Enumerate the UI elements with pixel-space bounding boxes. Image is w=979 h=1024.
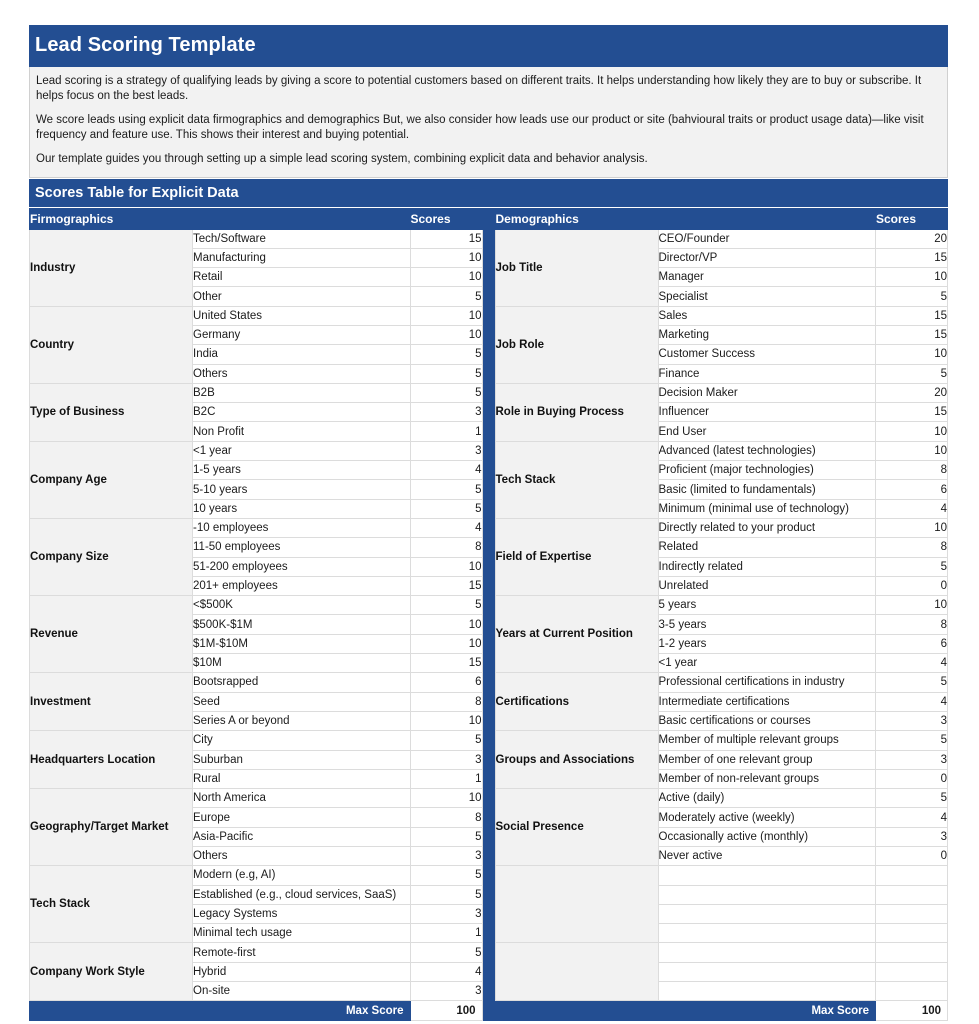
table-row <box>30 383 483 402</box>
row-category-label: Field of Expertise <box>495 518 658 595</box>
table-row <box>495 229 948 248</box>
column-header-scores: Scores <box>410 208 482 229</box>
row-score-value <box>876 924 948 943</box>
row-option-label: Active (daily) <box>658 789 876 808</box>
row-option-label: Never active <box>658 847 876 866</box>
row-option-label: Basic certifications or courses <box>658 711 876 730</box>
row-category-label: Tech Stack <box>495 441 658 518</box>
row-option-label: Bootsrapped <box>193 673 411 692</box>
firmographics-table-head <box>30 208 483 229</box>
row-option-label: Tech/Software <box>193 229 411 248</box>
row-category-label: Groups and Associations <box>495 731 658 789</box>
row-category-label: Job Title <box>495 229 658 306</box>
row-option-label: -10 employees <box>193 518 411 537</box>
row-category-label: Certifications <box>495 673 658 731</box>
table-row <box>495 518 948 537</box>
row-option-label <box>658 943 876 962</box>
table-row <box>495 866 948 885</box>
max-score-label: Max Score <box>495 1001 876 1021</box>
row-option-label: Legacy Systems <box>193 904 411 923</box>
row-option-label: Advanced (latest technologies) <box>658 441 876 460</box>
row-option-label: Finance <box>658 364 876 383</box>
row-score-value: 3 <box>410 750 482 769</box>
row-option-label: Director/VP <box>658 248 876 267</box>
row-option-label: Decision Maker <box>658 383 876 402</box>
row-option-label: Non Profit <box>193 422 411 441</box>
row-score-value: 3 <box>876 827 948 846</box>
row-option-label <box>658 904 876 923</box>
row-score-value: 4 <box>876 499 948 518</box>
row-score-value: 0 <box>876 576 948 595</box>
max-score-value: 100 <box>876 1001 948 1021</box>
row-score-value: 10 <box>410 306 482 325</box>
row-option-label: Proficient (major technologies) <box>658 461 876 480</box>
row-category-label: Investment <box>30 673 193 731</box>
row-score-value: 8 <box>410 808 482 827</box>
row-score-value: 8 <box>410 692 482 711</box>
row-category-label <box>495 866 658 943</box>
row-score-value: 10 <box>410 248 482 267</box>
row-score-value: 5 <box>410 866 482 885</box>
row-score-value: 4 <box>876 692 948 711</box>
firmographics-table-wrapper <box>29 208 483 1022</box>
row-option-label: Asia-Pacific <box>193 827 411 846</box>
row-category-label: Industry <box>30 229 193 306</box>
table-row <box>30 229 483 248</box>
row-score-value <box>876 866 948 885</box>
row-score-value: 5 <box>876 557 948 576</box>
table-header-row <box>30 208 483 229</box>
row-category-label: Geography/Target Market <box>30 789 193 866</box>
row-score-value <box>876 962 948 981</box>
row-option-label <box>658 885 876 904</box>
row-option-label: 5-10 years <box>193 480 411 499</box>
row-score-value: 3 <box>410 982 482 1001</box>
row-option-label <box>658 924 876 943</box>
row-category-label: Social Presence <box>495 789 658 866</box>
row-option-label <box>658 962 876 981</box>
table-row <box>30 673 483 692</box>
row-score-value: 10 <box>410 557 482 576</box>
row-option-label: 51-200 employees <box>193 557 411 576</box>
row-option-label: Influencer <box>658 403 876 422</box>
demographics-table <box>495 208 949 1022</box>
table-row <box>495 789 948 808</box>
row-score-value: 15 <box>876 248 948 267</box>
table-row <box>495 441 948 460</box>
row-score-value: 10 <box>410 789 482 808</box>
row-option-label: CEO/Founder <box>658 229 876 248</box>
table-row <box>30 518 483 537</box>
max-score-row <box>30 1001 483 1021</box>
row-score-value: 8 <box>876 461 948 480</box>
row-score-value: 3 <box>410 904 482 923</box>
row-score-value: 0 <box>876 769 948 788</box>
row-score-value: 3 <box>876 711 948 730</box>
row-category-label: Company Age <box>30 441 193 518</box>
row-option-label: Minimal tech usage <box>193 924 411 943</box>
row-score-value: 5 <box>410 499 482 518</box>
row-option-label <box>658 982 876 1001</box>
row-option-label: 11-50 employees <box>193 538 411 557</box>
row-score-value: 4 <box>876 808 948 827</box>
row-score-value: 5 <box>876 673 948 692</box>
row-option-label: Member of one relevant group <box>658 750 876 769</box>
row-option-label: Germany <box>193 325 411 344</box>
table-row <box>30 943 483 962</box>
row-score-value: 15 <box>876 325 948 344</box>
table-row <box>495 673 948 692</box>
row-score-value <box>876 904 948 923</box>
row-score-value <box>876 982 948 1001</box>
row-option-label: On-site <box>193 982 411 1001</box>
row-option-label: Related <box>658 538 876 557</box>
row-option-label: North America <box>193 789 411 808</box>
row-category-label: Tech Stack <box>30 866 193 943</box>
row-score-value: 8 <box>876 615 948 634</box>
table-row <box>495 731 948 750</box>
row-score-value: 5 <box>876 789 948 808</box>
row-score-value: 5 <box>876 287 948 306</box>
row-score-value: 10 <box>410 268 482 287</box>
table-row <box>30 789 483 808</box>
row-score-value: 5 <box>410 885 482 904</box>
row-option-label: Indirectly related <box>658 557 876 576</box>
row-option-label: <$500K <box>193 596 411 615</box>
row-score-value: 20 <box>876 229 948 248</box>
row-score-value: 5 <box>876 364 948 383</box>
max-score-label: Max Score <box>30 1001 411 1021</box>
row-score-value: 10 <box>876 268 948 287</box>
demographics-table-body <box>495 229 948 1001</box>
row-score-value: 5 <box>410 596 482 615</box>
row-option-label: 3-5 years <box>658 615 876 634</box>
table-row <box>495 596 948 615</box>
row-score-value: 10 <box>876 596 948 615</box>
row-score-value: 3 <box>410 403 482 422</box>
row-score-value: 8 <box>410 538 482 557</box>
row-category-label: Company Work Style <box>30 943 193 1001</box>
row-option-label: 201+ employees <box>193 576 411 595</box>
row-category-label: Type of Business <box>30 383 193 441</box>
row-option-label: Others <box>193 847 411 866</box>
row-option-label: Specialist <box>658 287 876 306</box>
row-score-value: 5 <box>410 287 482 306</box>
row-score-value: 6 <box>876 480 948 499</box>
row-option-label: Member of multiple relevant groups <box>658 731 876 750</box>
row-category-label: Headquarters Location <box>30 731 193 789</box>
row-option-label: Professional certifications in industry <box>658 673 876 692</box>
table-row <box>30 866 483 885</box>
row-option-label: Hybrid <box>193 962 411 981</box>
row-option-label: Member of non-relevant groups <box>658 769 876 788</box>
row-score-value: 6 <box>410 673 482 692</box>
row-score-value <box>876 943 948 962</box>
row-option-label: <1 year <box>193 441 411 460</box>
table-row <box>30 306 483 325</box>
row-score-value: 15 <box>410 229 482 248</box>
row-score-value: 1 <box>410 769 482 788</box>
row-score-value: 6 <box>876 634 948 653</box>
row-option-label <box>658 866 876 885</box>
row-option-label: City <box>193 731 411 750</box>
row-score-value: 10 <box>410 711 482 730</box>
row-option-label: Sales <box>658 306 876 325</box>
row-score-value: 5 <box>410 480 482 499</box>
max-score-value: 100 <box>410 1001 482 1021</box>
row-option-label: $1M-$10M <box>193 634 411 653</box>
row-score-value: 1 <box>410 924 482 943</box>
row-option-label: Rural <box>193 769 411 788</box>
row-score-value: 4 <box>410 461 482 480</box>
row-option-label: Modern (e.g, AI) <box>193 866 411 885</box>
row-score-value: 3 <box>876 750 948 769</box>
row-option-label: Europe <box>193 808 411 827</box>
table-row <box>495 943 948 962</box>
row-option-label: Suburban <box>193 750 411 769</box>
row-score-value: 5 <box>410 345 482 364</box>
row-category-label: Revenue <box>30 596 193 673</box>
table-row <box>30 596 483 615</box>
row-score-value: 5 <box>410 827 482 846</box>
row-score-value: 5 <box>876 731 948 750</box>
row-score-value: 5 <box>410 731 482 750</box>
demographics-table-wrapper <box>495 208 949 1022</box>
row-score-value: 15 <box>876 306 948 325</box>
row-option-label: Moderately active (weekly) <box>658 808 876 827</box>
row-option-label: Other <box>193 287 411 306</box>
row-option-label: Retail <box>193 268 411 287</box>
intro-paragraph-2: We score leads using explicit data firmographics and demographics But, we also consider how leads use our product or site (bahvioural traits or product usage data)—like visit frequency and feature use. This shows their interest and buying potential. <box>36 114 924 141</box>
row-score-value: 4 <box>876 654 948 673</box>
row-option-label: Occasionally active (monthly) <box>658 827 876 846</box>
row-score-value: 4 <box>410 962 482 981</box>
firmographics-table-body <box>30 229 483 1001</box>
row-category-label: Job Role <box>495 306 658 383</box>
row-option-label: $500K-$1M <box>193 615 411 634</box>
row-option-label: $10M <box>193 654 411 673</box>
table-separator <box>483 208 495 1022</box>
row-option-label: 5 years <box>658 596 876 615</box>
row-score-value: 1 <box>410 422 482 441</box>
intro-paragraph-3: Our template guides you through setting up a simple lead scoring system, combining explicit data and behavior analysis. <box>36 153 648 165</box>
row-option-label: Series A or beyond <box>193 711 411 730</box>
row-option-label: Manager <box>658 268 876 287</box>
table-row <box>30 441 483 460</box>
row-option-label: Marketing <box>658 325 876 344</box>
page-title: Lead Scoring Template <box>29 25 948 67</box>
row-score-value: 5 <box>410 943 482 962</box>
row-score-value: 5 <box>410 383 482 402</box>
column-header-demographics: Demographics <box>495 208 876 229</box>
table-row <box>495 306 948 325</box>
firmographics-table-foot <box>30 1001 483 1021</box>
row-category-label <box>495 943 658 1001</box>
row-option-label: Customer Success <box>658 345 876 364</box>
table-row <box>495 383 948 402</box>
column-header-scores: Scores <box>876 208 948 229</box>
section-title: Scores Table for Explicit Data <box>29 179 948 207</box>
column-header-firmographics: Firmographics <box>30 208 411 229</box>
row-score-value: 20 <box>876 383 948 402</box>
row-option-label: Intermediate certifications <box>658 692 876 711</box>
row-category-label: Country <box>30 306 193 383</box>
firmographics-table <box>29 208 483 1022</box>
row-score-value <box>876 885 948 904</box>
row-category-label: Company Size <box>30 518 193 595</box>
row-score-value: 10 <box>876 422 948 441</box>
demographics-table-foot <box>495 1001 948 1021</box>
row-category-label: Years at Current Position <box>495 596 658 673</box>
row-score-value: 0 <box>876 847 948 866</box>
row-option-label: Directly related to your product <box>658 518 876 537</box>
row-score-value: 4 <box>410 518 482 537</box>
row-option-label: 1-5 years <box>193 461 411 480</box>
row-option-label: End User <box>658 422 876 441</box>
intro-paragraph-1: Lead scoring is a strategy of qualifying leads by giving a score to potential customers based on different traits. It helps understanding how likely they are to buy or subscribe. It helps focus on the best leads. <box>36 75 922 102</box>
row-score-value: 3 <box>410 441 482 460</box>
row-score-value: 10 <box>410 615 482 634</box>
row-option-label: Remote-first <box>193 943 411 962</box>
max-score-row <box>495 1001 948 1021</box>
row-option-label: B2B <box>193 383 411 402</box>
row-score-value: 15 <box>410 654 482 673</box>
row-option-label: India <box>193 345 411 364</box>
row-option-label: Basic (limited to fundamentals) <box>658 480 876 499</box>
row-option-label: Others <box>193 364 411 383</box>
row-option-label: <1 year <box>658 654 876 673</box>
table-header-row <box>495 208 948 229</box>
row-option-label: 10 years <box>193 499 411 518</box>
row-option-label: B2C <box>193 403 411 422</box>
row-score-value: 10 <box>876 441 948 460</box>
row-option-label: Unrelated <box>658 576 876 595</box>
row-score-value: 15 <box>410 576 482 595</box>
row-option-label: Seed <box>193 692 411 711</box>
row-score-value: 15 <box>876 403 948 422</box>
row-score-value: 10 <box>410 325 482 344</box>
intro-section <box>29 67 948 178</box>
row-score-value: 10 <box>876 345 948 364</box>
row-score-value: 5 <box>410 364 482 383</box>
row-option-label: Established (e.g., cloud services, SaaS) <box>193 885 411 904</box>
row-option-label: United States <box>193 306 411 325</box>
row-score-value: 8 <box>876 538 948 557</box>
row-option-label: Minimum (minimal use of technology) <box>658 499 876 518</box>
row-option-label: 1-2 years <box>658 634 876 653</box>
row-score-value: 10 <box>410 634 482 653</box>
row-score-value: 3 <box>410 847 482 866</box>
scores-tables <box>29 208 948 1022</box>
row-option-label: Manufacturing <box>193 248 411 267</box>
row-category-label: Role in Buying Process <box>495 383 658 441</box>
table-row <box>30 731 483 750</box>
demographics-table-head <box>495 208 948 229</box>
lead-scoring-document <box>29 25 948 1021</box>
row-score-value: 10 <box>876 518 948 537</box>
